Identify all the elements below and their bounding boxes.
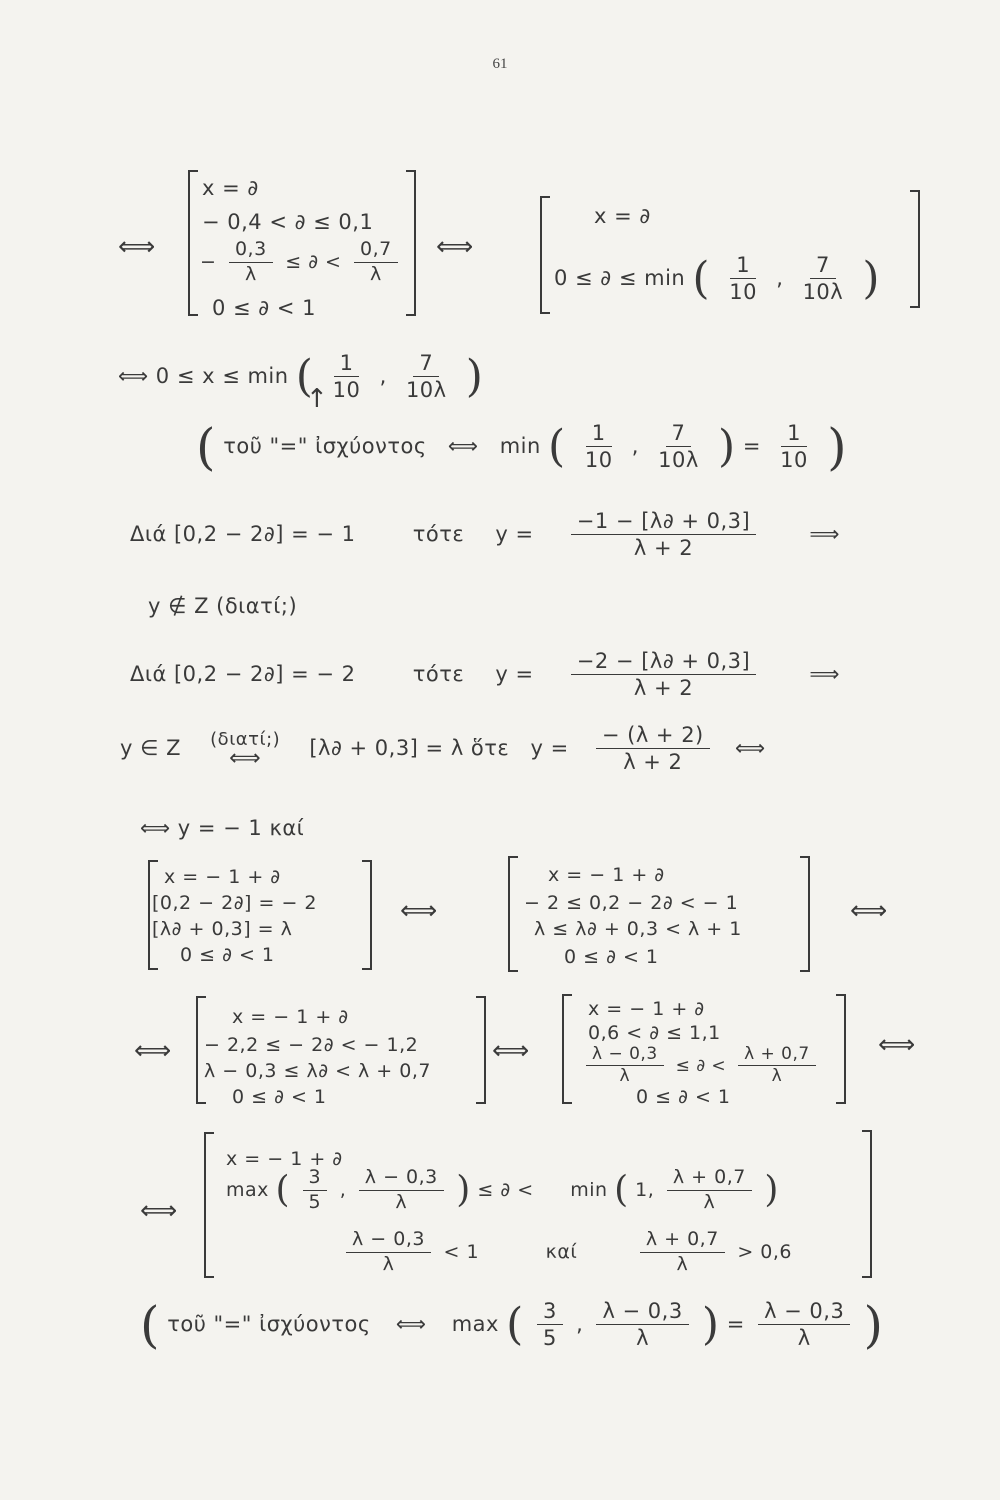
left-brace bbox=[188, 170, 198, 316]
denominator: λ bbox=[370, 262, 382, 285]
inequality: > 0,6 bbox=[737, 1240, 793, 1263]
right-brace bbox=[406, 170, 416, 316]
system-line: x = − 1 + ∂ bbox=[548, 864, 665, 886]
numerator: −1 − [λ∂ + 0,3] bbox=[571, 508, 756, 535]
numerator: λ − 0,3 bbox=[346, 1228, 431, 1253]
numerator: −2 − [λ∂ + 0,3] bbox=[571, 648, 756, 675]
inequality: ≤ ∂ < bbox=[477, 1178, 534, 1201]
system-line: x = ∂ bbox=[594, 204, 651, 228]
left-brace bbox=[204, 1132, 214, 1278]
condition-text: τοῦ "=" ἰσχύοντος bbox=[167, 1311, 371, 1336]
system-line: − 0,4 < ∂ ≤ 0,1 bbox=[202, 210, 374, 234]
inequality: ≤ ∂ < bbox=[285, 250, 342, 273]
fraction bbox=[640, 1228, 725, 1277]
fraction bbox=[758, 1298, 850, 1352]
system-line: x = − 1 + ∂ bbox=[226, 1148, 343, 1170]
system-line: − 2,2 ≤ − 2∂ < − 1,2 bbox=[204, 1034, 419, 1056]
inequality: ≤ ∂ < bbox=[675, 1055, 727, 1076]
equivalence-arrow: ⟺ bbox=[229, 746, 262, 772]
up-arrow-icon: ↑ bbox=[306, 384, 328, 414]
equation-line: ⟺ y = − 1 καί bbox=[140, 816, 305, 840]
numerator: λ + 0,7 bbox=[640, 1228, 725, 1253]
system-line: 0 ≤ ∂ ≤ min ( $\frac{1}{10}$ , $\frac{7}{10\lambda}$ ) bbox=[554, 252, 881, 305]
right-brace bbox=[800, 856, 810, 972]
system-line: x = − 1 + ∂ bbox=[164, 866, 281, 888]
numerator: − (λ + 2) bbox=[596, 722, 710, 749]
note-text: (διατί;) bbox=[210, 729, 281, 751]
denominator: 10 bbox=[780, 448, 808, 473]
denominator: 10λ bbox=[802, 280, 844, 305]
denominator: 10 bbox=[584, 448, 613, 473]
fraction bbox=[346, 1228, 431, 1277]
numerator: 1 bbox=[334, 350, 360, 377]
system-line: [0,2 − 2∂] = − 2 bbox=[152, 892, 318, 914]
fraction bbox=[359, 1166, 444, 1215]
denominator: 5 bbox=[543, 1326, 557, 1351]
max-label: max bbox=[451, 1311, 499, 1336]
numerator: 0,3 bbox=[229, 238, 273, 263]
condition-text: [λ∂ + 0,3] = λ ὅτε bbox=[309, 735, 510, 760]
condition-text: τοῦ "=" ἰσχύοντος bbox=[223, 433, 427, 458]
numerator: 7 bbox=[666, 420, 692, 447]
right-brace bbox=[836, 994, 846, 1104]
fraction bbox=[400, 350, 453, 404]
condition-text: Διά [0,2 − 2∂] = − 1 bbox=[130, 521, 356, 546]
denominator: λ bbox=[244, 262, 257, 285]
denominator: λ bbox=[676, 1252, 689, 1275]
equivalence-arrow: ⟺ bbox=[436, 232, 474, 262]
system-line: 0,6 < ∂ ≤ 1,1 bbox=[588, 1022, 721, 1044]
numerator: λ − 0,3 bbox=[586, 1044, 664, 1066]
condition-text: Διά [0,2 − 2∂] = − 2 bbox=[130, 661, 356, 686]
fraction bbox=[354, 238, 398, 287]
equivalence-arrow: ⟺ bbox=[400, 896, 438, 926]
equation-line: ⟺ 0 ≤ x ≤ min ( $\frac{1}{10}$ , $\frac{7}{10\lambda}$ ) bbox=[118, 350, 484, 403]
inequality: 0 ≤ ∂ ≤ min bbox=[554, 265, 686, 290]
fraction bbox=[571, 648, 756, 702]
denominator: λ bbox=[771, 1066, 783, 1087]
y-equals: y = bbox=[495, 661, 534, 686]
numerator: 7 bbox=[810, 252, 836, 279]
equivalence-arrow: ⟺ bbox=[134, 1036, 172, 1066]
min-label: min bbox=[499, 433, 541, 458]
left-brace bbox=[540, 196, 550, 314]
system-line: x = − 1 + ∂ bbox=[232, 1006, 349, 1028]
right-brace bbox=[476, 996, 486, 1104]
denominator: 10 bbox=[729, 280, 757, 305]
min-label: min bbox=[570, 1178, 608, 1201]
system-line: λ − 0,3 ≤ λ∂ < λ + 0,7 bbox=[204, 1060, 431, 1082]
denominator: λ bbox=[797, 1326, 811, 1351]
equivalence-arrow: ⟺ bbox=[734, 735, 766, 760]
denominator: λ + 2 bbox=[623, 750, 683, 775]
implies-arrow: ⟹ bbox=[809, 521, 841, 546]
system-line bbox=[580, 1044, 822, 1088]
numerator: 1 bbox=[730, 252, 756, 279]
equivalence-arrow: ⟺ bbox=[492, 1036, 530, 1066]
system-line: x = − 1 + ∂ bbox=[588, 998, 705, 1020]
fraction bbox=[774, 420, 814, 474]
denominator: 5 bbox=[308, 1190, 322, 1213]
numerator: 3 bbox=[303, 1166, 328, 1191]
numerator: λ − 0,3 bbox=[359, 1166, 444, 1191]
implies-arrow: ⟹ bbox=[809, 661, 841, 686]
equals-sign: = bbox=[726, 1311, 745, 1336]
value: 1, bbox=[635, 1178, 655, 1201]
numerator: λ − 0,3 bbox=[596, 1298, 688, 1325]
membership-text: y ∈ Z bbox=[120, 735, 181, 760]
denominator: λ bbox=[395, 1190, 408, 1213]
fraction bbox=[303, 1166, 328, 1215]
equivalence-arrow: ⟺ bbox=[118, 232, 156, 262]
fraction bbox=[723, 252, 763, 306]
system-line bbox=[200, 238, 404, 287]
denominator: λ + 2 bbox=[633, 536, 694, 561]
fraction bbox=[229, 238, 273, 287]
right-brace bbox=[910, 190, 920, 308]
equivalence-arrow: ⟺ bbox=[850, 896, 888, 926]
numerator: 1 bbox=[781, 420, 807, 447]
denominator: 10 bbox=[332, 378, 361, 403]
equation-line: ( τοῦ "=" ἰσχύοντος ⟺ max ( $\frac{3}{5}$ , $\frac{\lambda - 0,3}{\lambda}$ ) = $\frac{\lambda - 0,3}{\lambda}$ ) bbox=[140, 1295, 884, 1354]
denominator: 10λ bbox=[658, 448, 699, 473]
fraction bbox=[579, 420, 619, 474]
inequality: 0 ≤ x ≤ min bbox=[155, 363, 289, 388]
equivalence-arrow: ⟺ bbox=[395, 1311, 427, 1336]
equivalence-arrow: ⟺ bbox=[140, 1196, 178, 1226]
equation-line: y ∉ Z (διατί;) bbox=[148, 594, 298, 618]
equation-line bbox=[130, 508, 840, 562]
equation-line: ( τοῦ "=" ἰσχύοντος ⟺ min ( $\frac{1}{10}$ , $\frac{7}{10\lambda}$ ) = $\frac{1}{10}$ ) bbox=[196, 417, 848, 476]
fraction bbox=[596, 1298, 688, 1352]
minus-sign: − bbox=[200, 250, 217, 273]
fraction bbox=[738, 1044, 816, 1088]
system-line: 0 ≤ ∂ < 1 bbox=[564, 946, 659, 968]
max-label: max bbox=[226, 1178, 269, 1201]
denominator: λ bbox=[703, 1190, 716, 1213]
system-line: λ ≤ λ∂ + 0,3 < λ + 1 bbox=[534, 918, 742, 940]
equation-line bbox=[130, 648, 840, 702]
system-line: x = ∂ bbox=[202, 176, 259, 200]
denominator: 10λ bbox=[405, 378, 447, 403]
y-equals: y = bbox=[495, 521, 534, 546]
equivalence-with-note bbox=[210, 729, 281, 772]
denominator: λ + 2 bbox=[633, 676, 694, 701]
numerator: λ + 0,7 bbox=[667, 1166, 752, 1191]
numerator: λ + 0,7 bbox=[738, 1044, 816, 1066]
numerator: 1 bbox=[586, 420, 612, 447]
system-line: − 2 ≤ 0,2 − 2∂ < − 1 bbox=[524, 892, 739, 914]
page-number: 61 bbox=[492, 56, 508, 72]
equivalence-arrow: ⟺ bbox=[878, 1030, 916, 1060]
fraction bbox=[652, 420, 705, 474]
inequality: < 1 bbox=[443, 1240, 480, 1263]
fraction bbox=[327, 350, 367, 404]
numerator: 3 bbox=[537, 1298, 563, 1325]
equivalence-arrow: ⟺ bbox=[447, 433, 479, 458]
fraction bbox=[571, 508, 756, 562]
denominator: λ bbox=[619, 1066, 631, 1087]
fraction bbox=[596, 722, 710, 776]
right-brace bbox=[862, 1130, 872, 1278]
left-brace bbox=[148, 860, 158, 970]
system-line: 0 ≤ ∂ < 1 bbox=[232, 1086, 327, 1108]
denominator: λ bbox=[382, 1252, 395, 1275]
system-line bbox=[340, 1228, 792, 1277]
denominator: λ bbox=[636, 1326, 650, 1351]
left-brace bbox=[508, 856, 518, 972]
equals-sign: = bbox=[742, 433, 761, 458]
system-line: 0 ≤ ∂ < 1 bbox=[180, 944, 275, 966]
fraction bbox=[667, 1166, 752, 1215]
fraction bbox=[797, 252, 850, 306]
system-line: [λ∂ + 0,3] = λ bbox=[152, 918, 293, 940]
right-brace bbox=[362, 860, 372, 970]
numerator: 7 bbox=[413, 350, 439, 377]
equivalence-arrow: ⟺ bbox=[118, 363, 149, 388]
system-line: 0 ≤ ∂ < 1 bbox=[212, 296, 316, 320]
equation-line bbox=[120, 722, 766, 776]
and-text: καί bbox=[545, 1240, 578, 1263]
fraction bbox=[537, 1298, 563, 1352]
left-brace bbox=[562, 994, 572, 1104]
system-line: max ( $\frac{3}{5}$ , $\frac{\lambda - 0,3}{\lambda}$ ) ≤ ∂ < min ( 1, $\frac{\lambda + 0,7}{\lambda}$ ) bbox=[226, 1166, 779, 1213]
system-line: 0 ≤ ∂ < 1 bbox=[636, 1086, 731, 1108]
fraction bbox=[586, 1044, 664, 1088]
then-text: τότε bbox=[412, 521, 465, 546]
y-equals: y = bbox=[530, 735, 569, 760]
then-text: τότε bbox=[412, 661, 465, 686]
numerator: λ − 0,3 bbox=[758, 1298, 850, 1325]
numerator: 0,7 bbox=[354, 238, 398, 263]
